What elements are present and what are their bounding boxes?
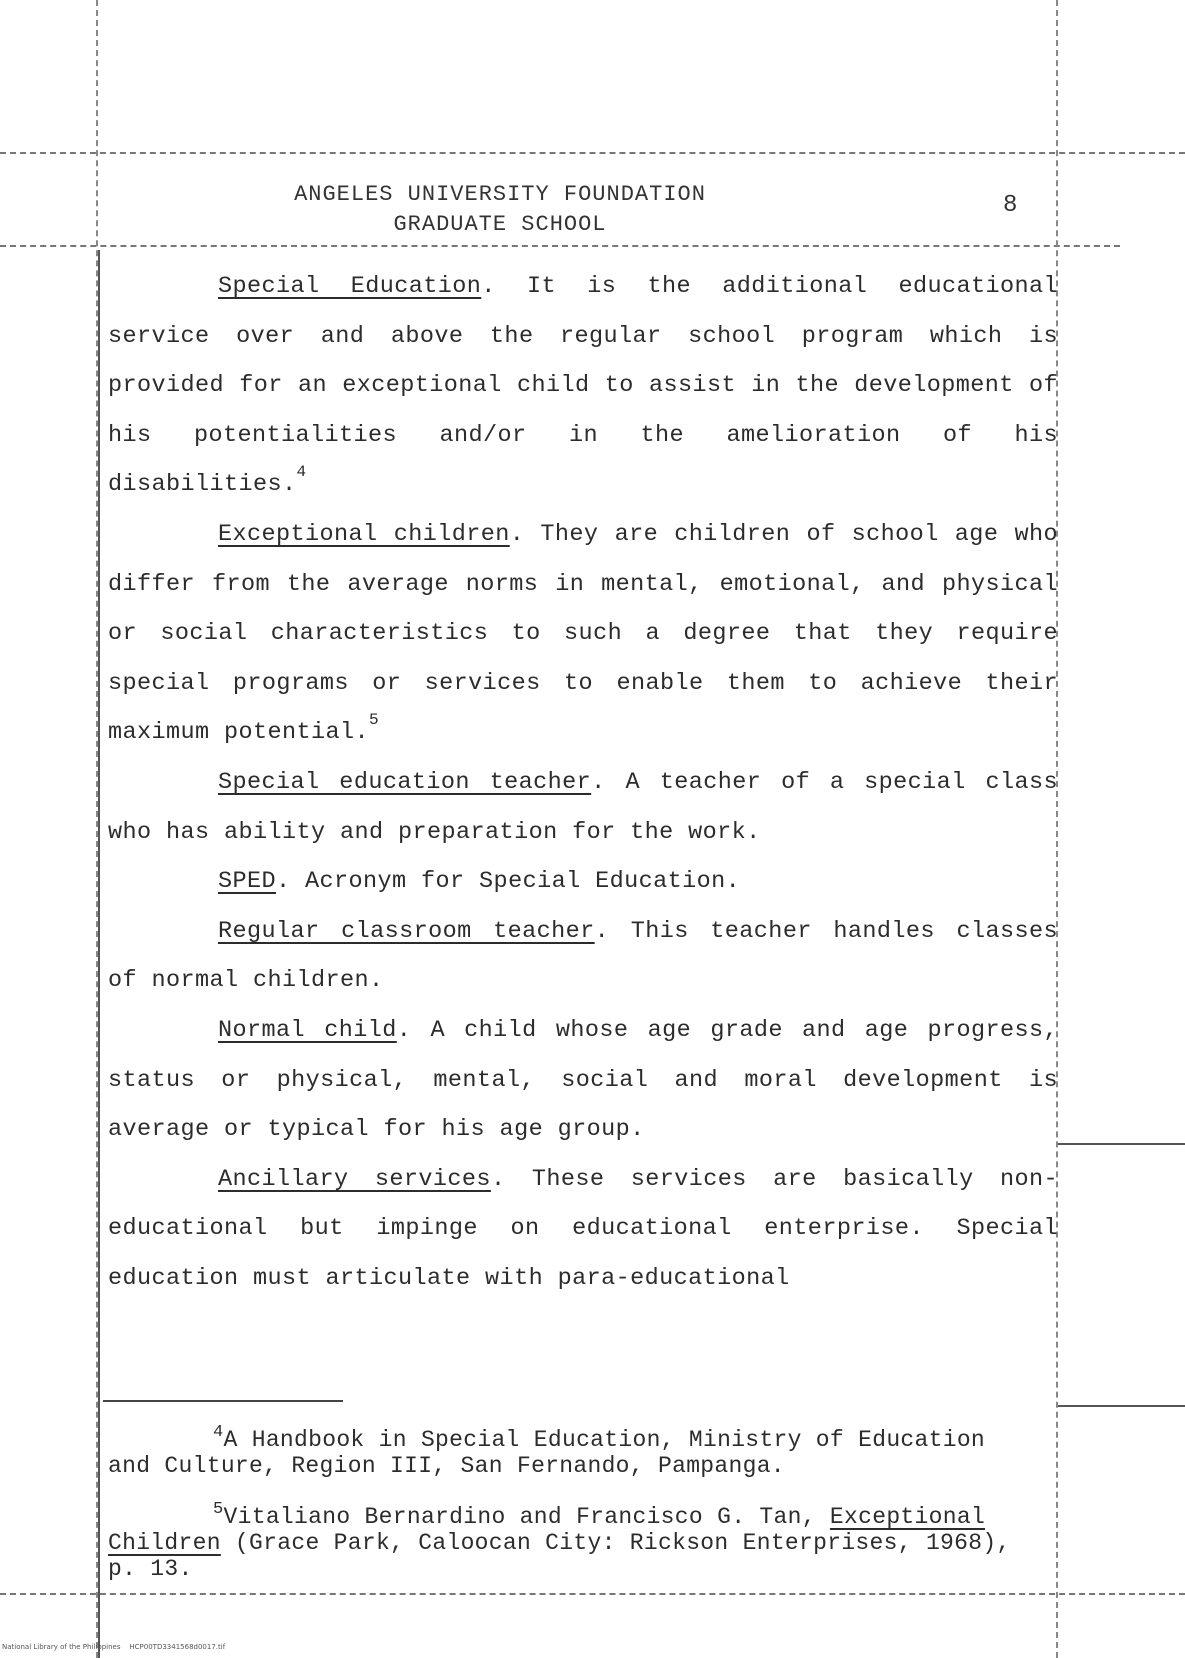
footnote-reference: 4 xyxy=(296,463,307,482)
definition-term: Special education teacher xyxy=(218,768,592,796)
definition-text: This teacher handles classes of normal children. xyxy=(108,917,1058,995)
institution-name: ANGELES UNIVERSITY FOUNDATION xyxy=(294,182,706,207)
school-name: GRADUATE SCHOOL xyxy=(393,212,607,237)
definition-text: It is the additional educational service over and above the regular school program which is provided for an exceptional child to assist in the development of his potentialities and/or in the amelioration of his disabilities. xyxy=(108,273,1058,499)
definitions-section xyxy=(108,262,1058,1303)
definition-text: They are children of school age who differ from the average norms in mental, emotional, and physical or social characteristics to such a degree that they require special programs or services to enable them to achieve their maximum potential. xyxy=(108,520,1058,747)
footnote-reference: 5 xyxy=(369,711,380,730)
definition-term: SPED xyxy=(218,868,277,896)
footnote-5 xyxy=(108,1497,1028,1582)
library-name: National Library of the Philippines xyxy=(2,1643,121,1651)
scan-file-id: HCP00TD3341568d0017.tif xyxy=(129,1643,226,1651)
scan-frame-line-left-solid xyxy=(98,250,100,1658)
definition-text: A child whose age grade and age progress, status or physical, mental, social and moral development is average or typical for his age group. xyxy=(108,1016,1058,1144)
scan-footer xyxy=(2,1643,225,1651)
scan-frame-line-top xyxy=(0,152,1185,154)
footnote-mark: 4 xyxy=(213,1423,224,1442)
definition-term: Ancillary services xyxy=(218,1165,491,1193)
definition-text: Acronym for Special Education. xyxy=(305,868,741,896)
definition-sped: SPED. Acronym for Special Education. xyxy=(218,868,741,896)
footnote-text: Vitaliano Bernardino and Francisco G. Tan, xyxy=(223,1504,830,1530)
page-number: 8 xyxy=(1003,192,1018,219)
scan-frame-line-right-mark-1 xyxy=(1058,1143,1185,1145)
document-header xyxy=(200,180,800,240)
definition-special-education: Special Education. It is the additional educational service over and above the regular school program which is provided for an exceptional child to assist in the development of his potentialities and/or in the amelioration of his disabilities.$^4$ xyxy=(108,273,1058,499)
definition-text: A teacher of a special class who has ability and preparation for the work. xyxy=(108,768,1058,846)
definition-exceptional-children: Exceptional children. They are children of school age who differ from the average norms in mental, emotional, and physical or social characteristics to such a degree that they require special programs or services to enable them to achieve their maximum potential.$^5$ xyxy=(108,520,1058,747)
definition-normal-child: Normal child. A child whose age grade and age progress, status or physical, mental, social and moral development is average or typical for his age group. xyxy=(108,1016,1058,1144)
definition-term: Special Education xyxy=(218,273,482,300)
scan-frame-line-header xyxy=(0,245,1120,247)
definition-regular-classroom-teacher: Regular classroom teacher. This teacher handles classes of normal children. xyxy=(108,917,1058,995)
definition-ancillary-services: Ancillary services. These services are basically non-educational but impinge on educational enterprise. Special education must articulate with para-educational xyxy=(108,1165,1058,1292)
footnote-mark: 5 xyxy=(213,1500,224,1519)
definition-term: Exceptional children xyxy=(218,520,510,548)
footnote-publication-details: (Grace Park, Caloocan City: Rickson Enterprises, 1968), p. 13. xyxy=(108,1530,1011,1582)
definition-special-education-teacher: Special education teacher. A teacher of a special class who has ability and preparation for the work. xyxy=(108,768,1058,846)
footnotes-section xyxy=(108,1420,1028,1600)
footnote-divider xyxy=(103,1400,343,1402)
footnote-text: A Handbook in Special Education, Ministry of Education and Culture, Region III, San Fernando, Pampanga. xyxy=(108,1427,986,1479)
definition-term: Normal child xyxy=(218,1016,397,1044)
definition-term: Regular classroom teacher xyxy=(218,917,595,945)
definition-text: These services are basically non-educational but impinge on educational enterprise. Special education must articulate with para-educational xyxy=(108,1165,1058,1292)
footnote-4 xyxy=(108,1420,1028,1479)
scan-frame-line-right-mark-2 xyxy=(1058,1405,1185,1407)
footnote-book-title: Exceptional Children xyxy=(108,1504,986,1556)
